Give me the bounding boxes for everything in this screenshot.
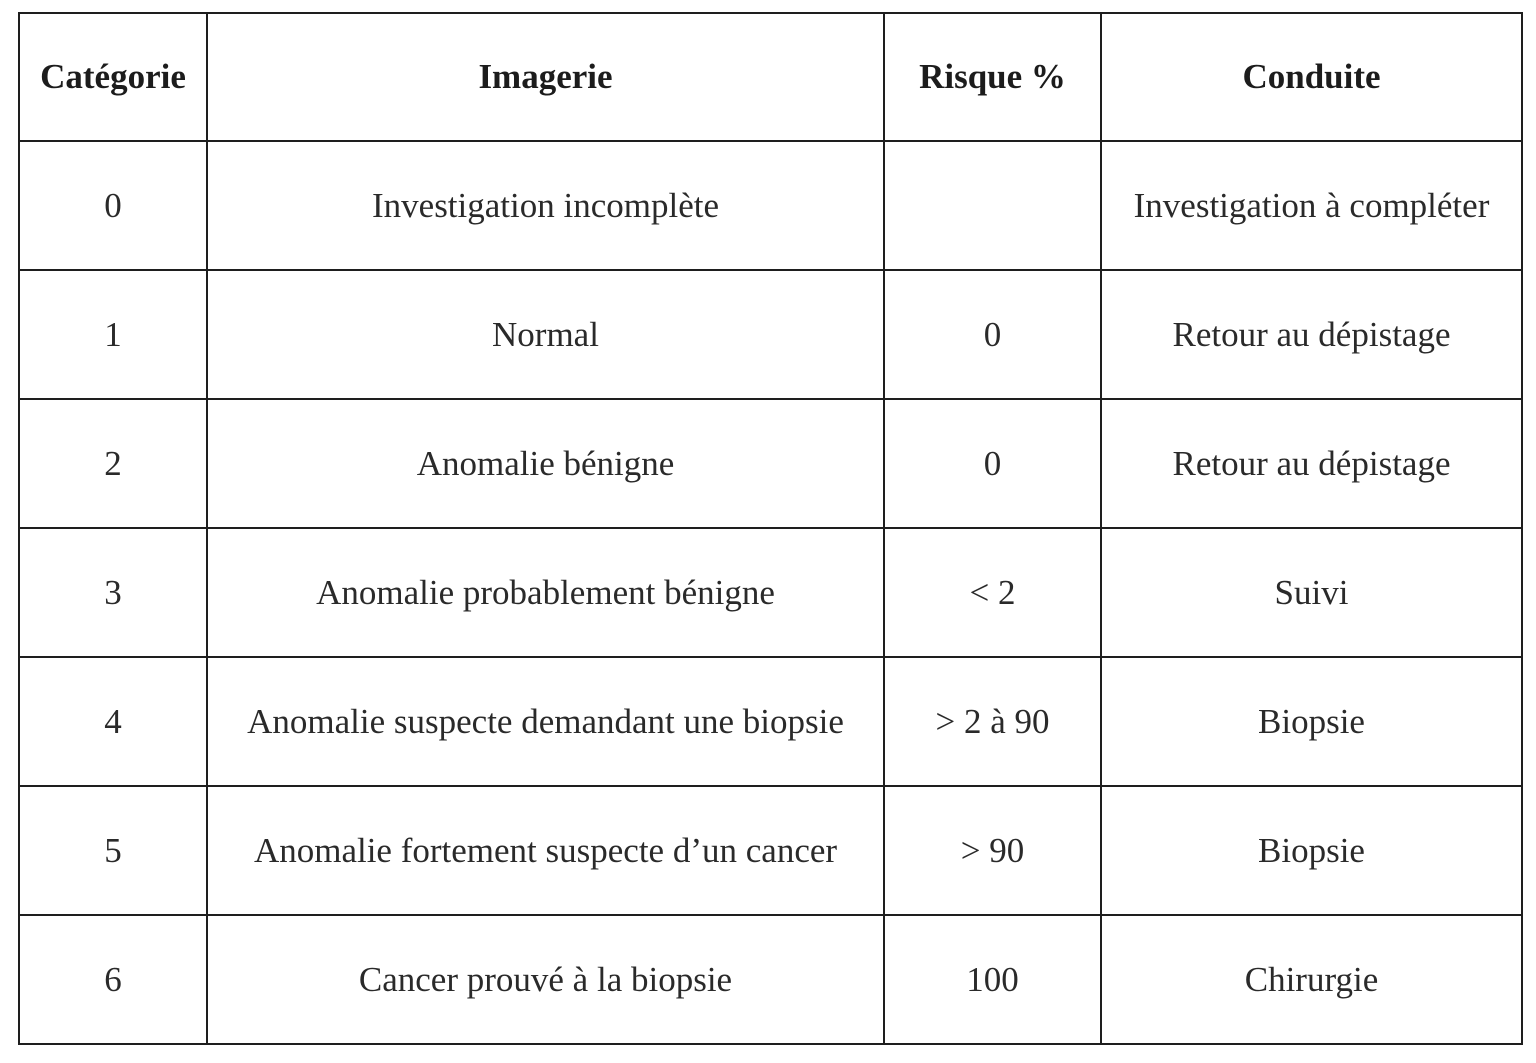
- table-row: [19, 141, 1522, 270]
- cell-imagerie: Anomalie bénigne: [207, 399, 884, 528]
- cell-risque: [884, 141, 1101, 270]
- cell-categorie: 2: [19, 399, 207, 528]
- table-row: [19, 528, 1522, 657]
- cell-imagerie: Anomalie suspecte demandant une biopsie: [207, 657, 884, 786]
- cell-conduite: Biopsie: [1101, 657, 1522, 786]
- table-row: [19, 915, 1522, 1044]
- table-row: [19, 657, 1522, 786]
- table-row: [19, 270, 1522, 399]
- header-row: [19, 13, 1522, 141]
- cell-conduite: Biopsie: [1101, 786, 1522, 915]
- cell-categorie: 0: [19, 141, 207, 270]
- cell-conduite: Retour au dépistage: [1101, 399, 1522, 528]
- cell-categorie: 4: [19, 657, 207, 786]
- header-categorie: Catégorie: [19, 13, 207, 141]
- table-row: [19, 786, 1522, 915]
- cell-conduite: Chirurgie: [1101, 915, 1522, 1044]
- cell-categorie: 3: [19, 528, 207, 657]
- cell-categorie: 6: [19, 915, 207, 1044]
- cell-imagerie: Anomalie probablement bénigne: [207, 528, 884, 657]
- cell-risque: > 2 à 90: [884, 657, 1101, 786]
- cell-imagerie: Anomalie fortement suspecte d’un cancer: [207, 786, 884, 915]
- cell-risque: 0: [884, 399, 1101, 528]
- table-row: [19, 399, 1522, 528]
- classification-table: [18, 12, 1523, 1045]
- cell-categorie: 5: [19, 786, 207, 915]
- header-risque: Risque %: [884, 13, 1101, 141]
- cell-imagerie: Normal: [207, 270, 884, 399]
- header-imagerie: Imagerie: [207, 13, 884, 141]
- cell-imagerie: Cancer prouvé à la biopsie: [207, 915, 884, 1044]
- cell-risque: 0: [884, 270, 1101, 399]
- cell-conduite: Investigation à compléter: [1101, 141, 1522, 270]
- cell-imagerie: Investigation incomplète: [207, 141, 884, 270]
- cell-categorie: 1: [19, 270, 207, 399]
- cell-risque: > 90: [884, 786, 1101, 915]
- cell-risque: 100: [884, 915, 1101, 1044]
- cell-risque: < 2: [884, 528, 1101, 657]
- cell-conduite: Retour au dépistage: [1101, 270, 1522, 399]
- header-conduite: Conduite: [1101, 13, 1522, 141]
- cell-conduite: Suivi: [1101, 528, 1522, 657]
